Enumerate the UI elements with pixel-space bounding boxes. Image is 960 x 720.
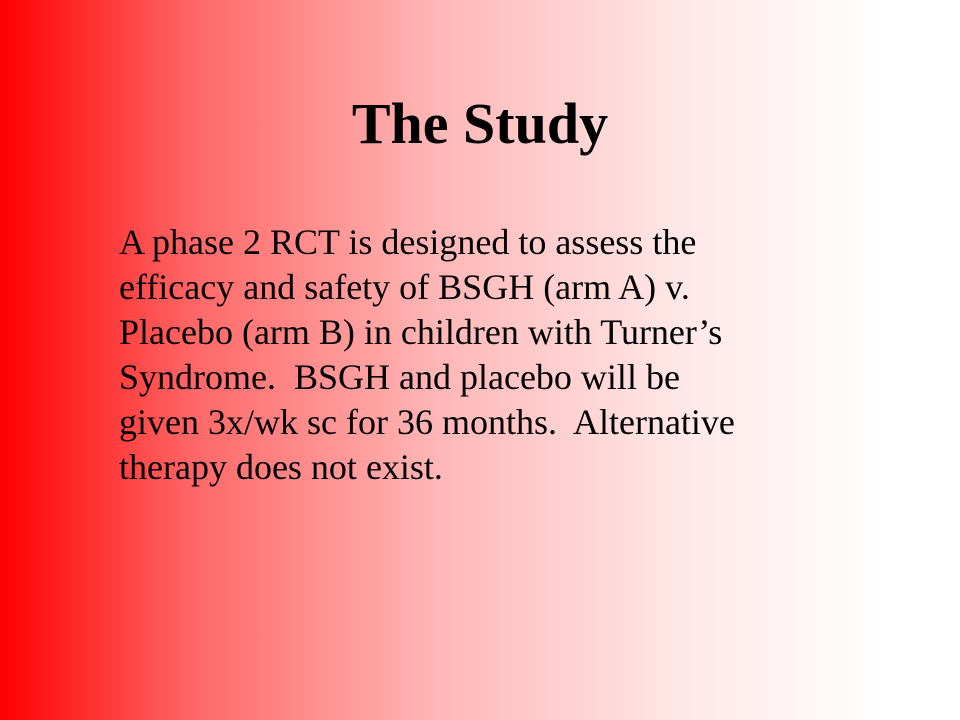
body-line: therapy does not exist. <box>119 447 443 487</box>
body-line: Syndrome. BSGH and placebo will be <box>119 357 680 397</box>
body-line: Placebo (arm B) in children with Turner’s <box>119 312 723 352</box>
slide-title: The Study <box>351 91 609 156</box>
body-line: A phase 2 RCT is designed to assess the <box>119 222 697 262</box>
slide-body <box>119 220 879 490</box>
body-line: given 3x/wk sc for 36 months. Alternative <box>119 402 735 442</box>
body-line: efficacy and safety of BSGH (arm A) v. <box>119 267 690 307</box>
